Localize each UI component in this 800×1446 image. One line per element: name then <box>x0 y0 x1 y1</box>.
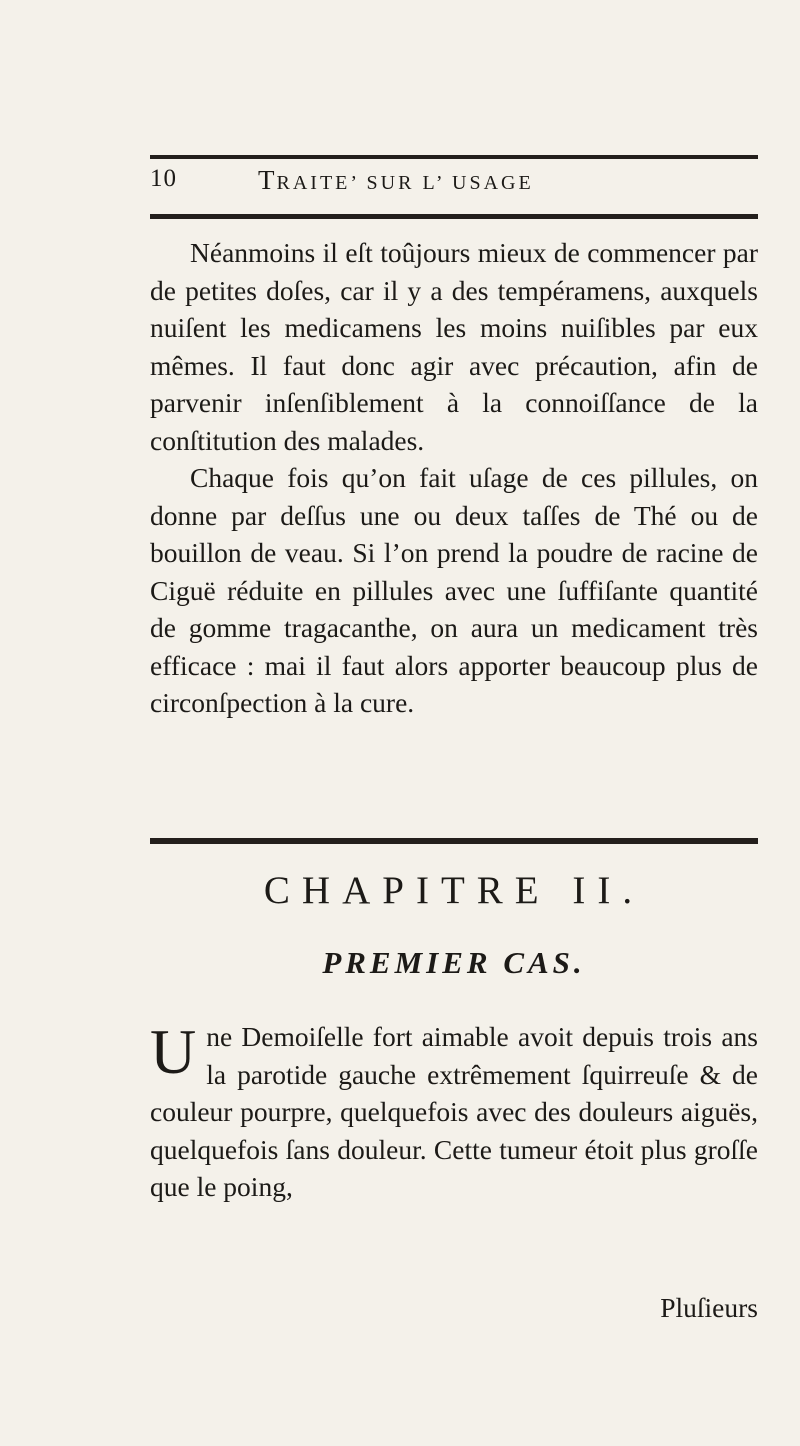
running-title-initial: T <box>258 165 277 195</box>
text-block-top <box>150 234 758 722</box>
paragraph-neanmoins: Néanmoins il eſt toûjours mieux de commencer par de petites doſes, car il y a des tempéramens, auxquels nuiſent les medicamens les moins nuiſibles par eux mêmes. Il faut donc agir avec précaution, afin de parvenir inſenſiblement à la connoiſſance de la conſtitution des malades. <box>150 237 758 456</box>
page-number: 10 <box>150 165 177 192</box>
case-title: PREMIER CAS. <box>322 945 586 980</box>
header-bottom-rule <box>150 214 758 219</box>
section-divider <box>150 838 758 844</box>
running-title <box>258 165 534 196</box>
chapter-heading: CHAPITRE II. <box>263 869 645 912</box>
text-block-case <box>150 1018 758 1206</box>
paragraph-demoiselle: ne Demoiſelle fort aimable avoit depuis trois ans la parotide gauche extrêmement ſquirreuſe & de couleur pourpre, quelquefois avec des douleurs aiguës, quelquefois ſans douleur. Cette tumeur étoit plus groſſe que le poing, <box>150 1021 758 1202</box>
header-top-rule <box>150 155 758 159</box>
running-title-rest: RAITE’ SUR L’ USAGE <box>276 172 534 194</box>
running-header <box>150 165 758 205</box>
paragraph-chaque-fois: Chaque fois qu’on fait uſage de ces pillules, on donne par deſſus une ou deux taſſes de Thé ou de bouillon de veau. Si l’on prend la poudre de racine de Ciguë réduite en pillules avec une ſuffiſante quantité de gomme tragacanthe, on aura un medicament très efficace : mai il faut alors apporter beaucoup plus de circonſpection à la cure. <box>150 462 758 718</box>
drop-cap: U <box>150 1016 197 1087</box>
catchword: Pluſieurs <box>660 1292 758 1323</box>
